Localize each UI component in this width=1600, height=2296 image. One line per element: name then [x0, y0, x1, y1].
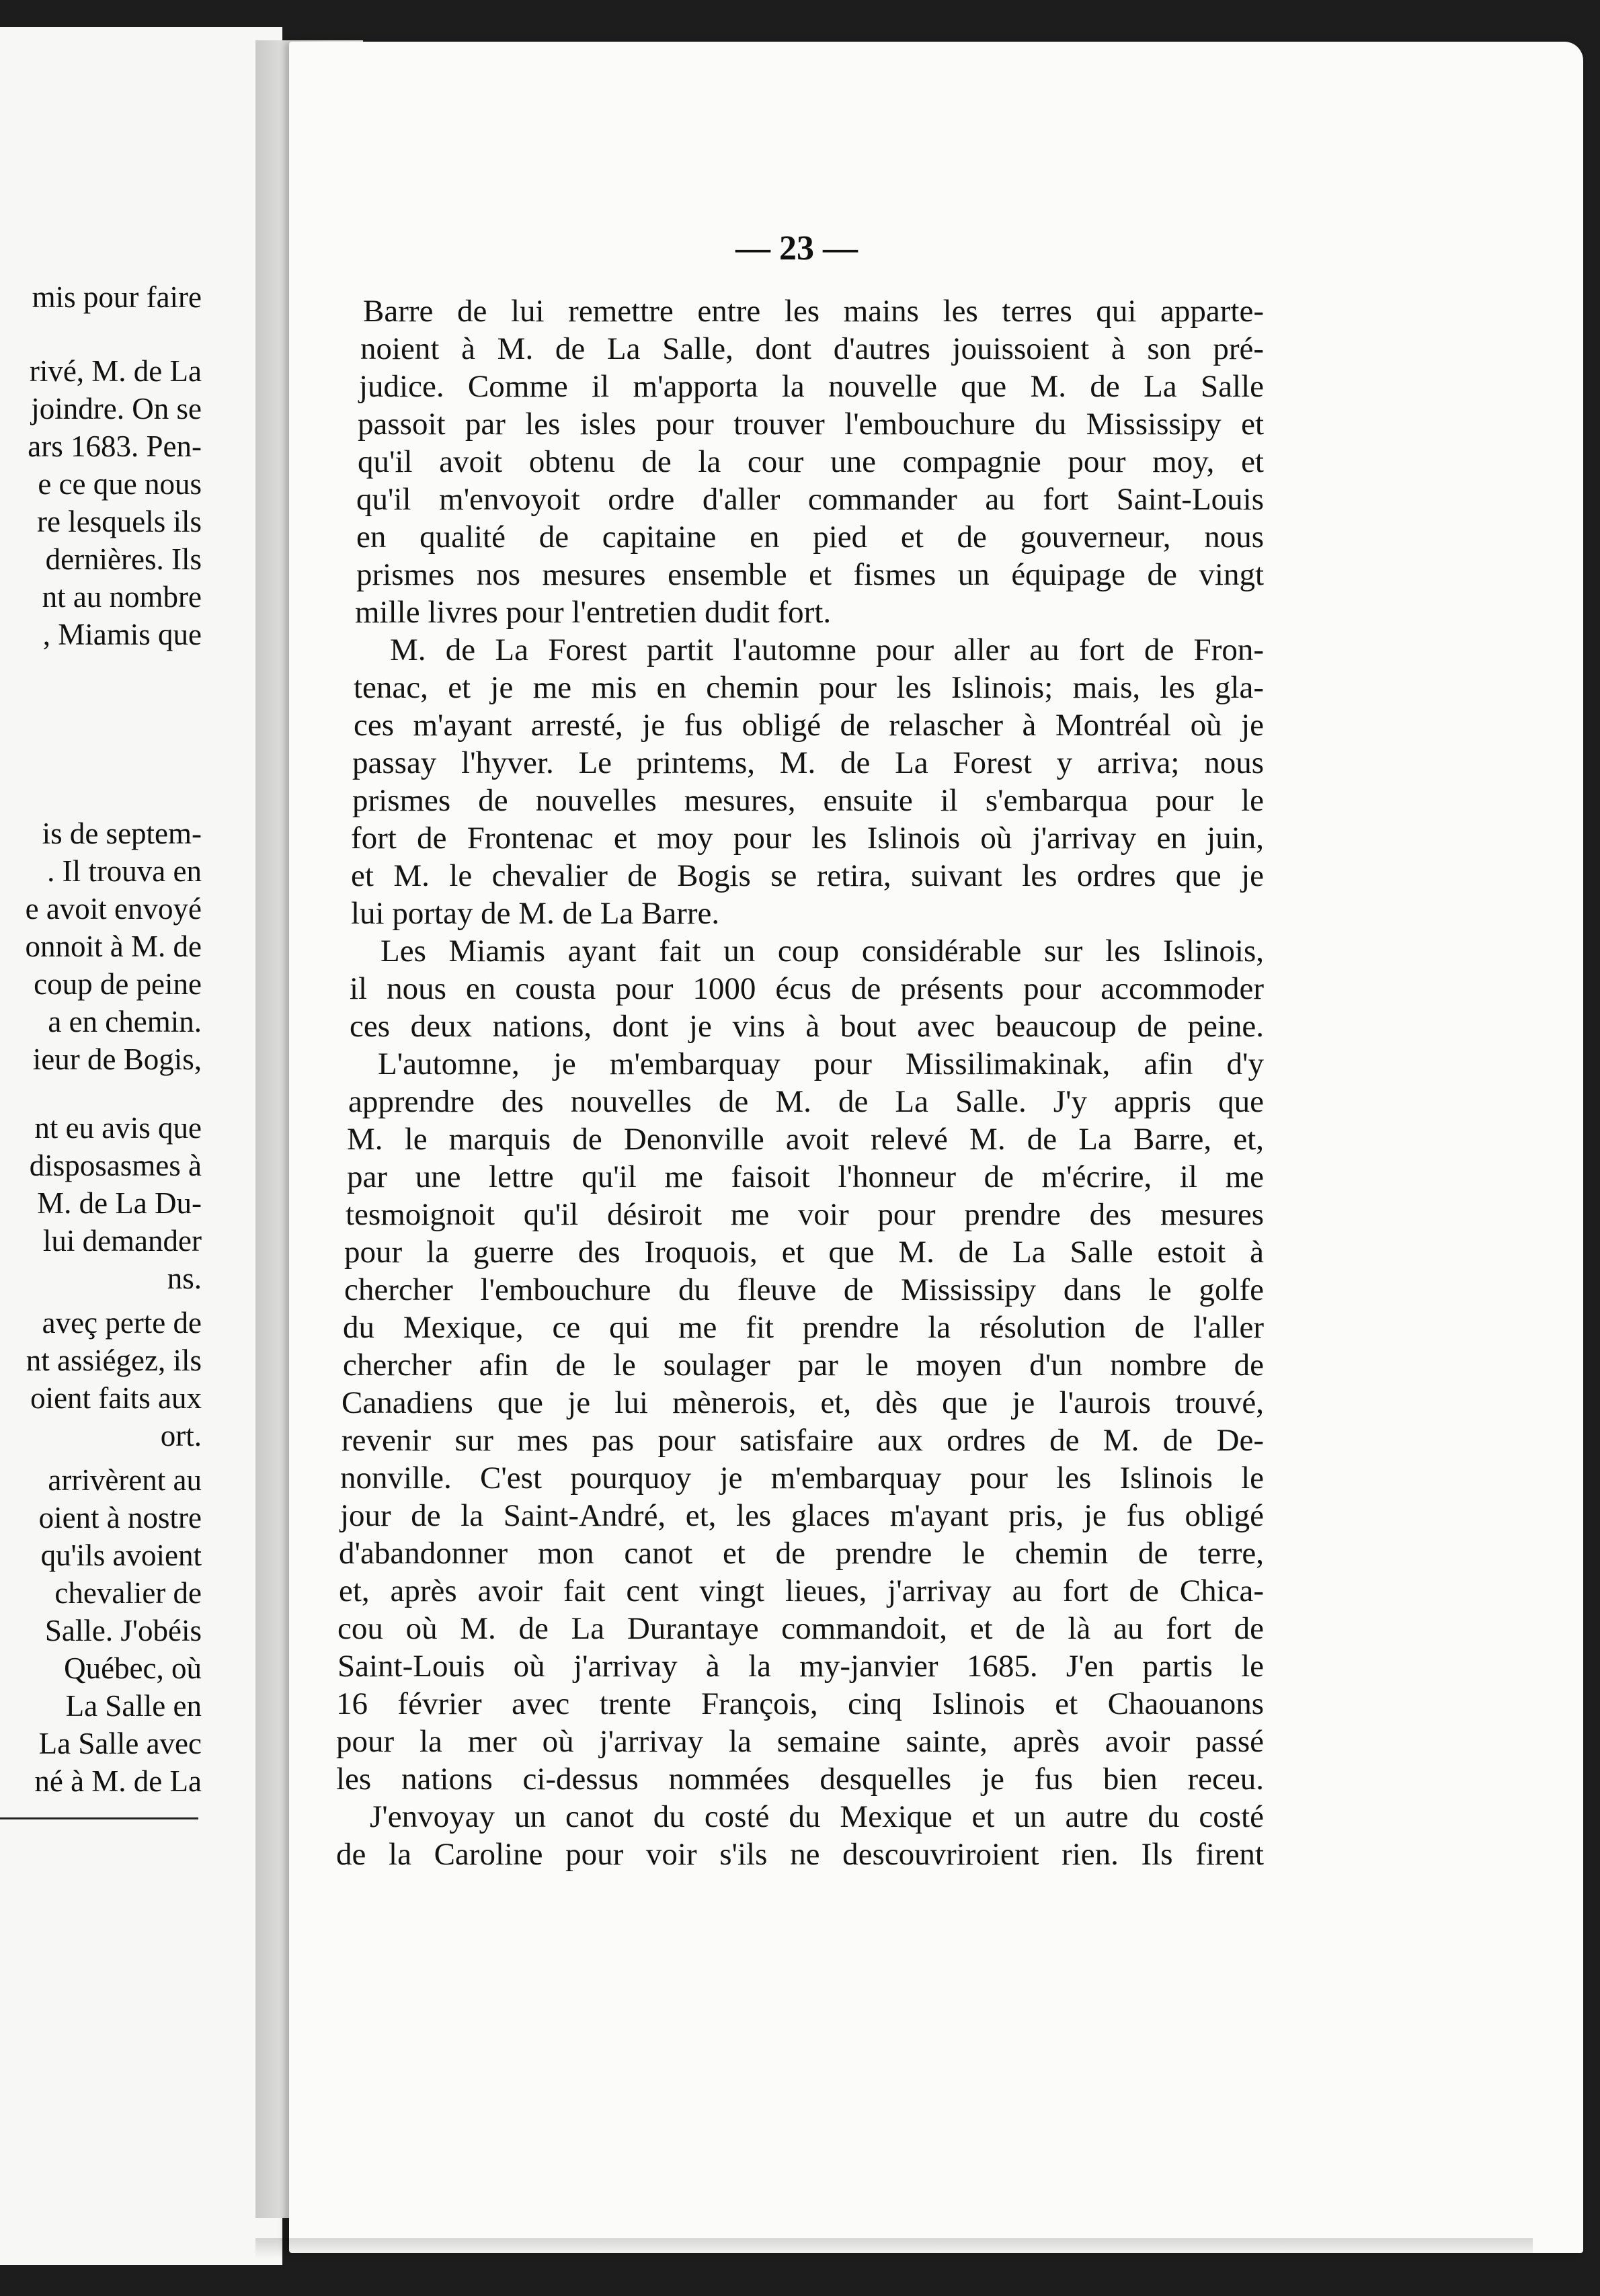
- left-line: oient faits aux: [30, 1381, 202, 1415]
- left-line: e avoit envoyé: [25, 892, 202, 926]
- left-line: nt eu avis que: [34, 1111, 202, 1145]
- text-line: judice. Comme il m'apporta la nouvelle que M. de La Salle: [359, 369, 1264, 404]
- left-line: is de septem-: [42, 817, 202, 850]
- text-line: il nous en cousta pour 1000 écus de présents pour accommoder: [350, 971, 1264, 1006]
- left-line: dernières. Ils: [45, 542, 202, 576]
- text-line: L'automne, je m'embarquay pour Missilimakinak, afin d'y: [378, 1047, 1264, 1081]
- text-line: qu'il avoit obtenu de la cour une compagnie pour moy, et: [358, 444, 1264, 479]
- footnote-rule: [0, 1817, 198, 1819]
- text-line: de la Caroline pour voir s'ils ne descouvriroient rien. Ils firent: [336, 1837, 1264, 1872]
- text-line: passoit par les isles pour trouver l'embouchure du Mississipy et: [358, 407, 1264, 442]
- text-line: les nations ci-dessus nommées desquelles je fus bien receu.: [336, 1762, 1264, 1797]
- text-line: pour la mer où j'arrivay la semaine sainte, après avoir passé: [336, 1724, 1264, 1759]
- left-line: mis pour faire: [32, 280, 202, 314]
- text-line: tesmoignoit qu'il désiroit me voir pour prendre des mesures: [346, 1197, 1264, 1232]
- text-line: cou où M. de La Durantaye commandoit, et de là au fort de: [337, 1611, 1264, 1646]
- text-line: du Mexique, ce qui me fit prendre la résolution de l'aller: [343, 1310, 1264, 1345]
- text-line: ces m'ayant arresté, je fus obligé de relascher à Montréal où je: [354, 708, 1264, 743]
- text-line: prismes nos mesures ensemble et fismes un équipage de vingt: [356, 557, 1264, 592]
- left-line: . Il trouva en: [47, 854, 202, 888]
- left-line: a en chemin.: [48, 1005, 202, 1038]
- text-line: nonville. C'est pourquoy je m'embarquay pour les Islinois le: [340, 1461, 1264, 1495]
- left-line: aveç perte de: [42, 1306, 202, 1340]
- text-line: mille livres pour l'entretien dudit fort.: [355, 595, 832, 630]
- left-line: Québec, où: [64, 1651, 202, 1685]
- text-line: apprendre des nouvelles de M. de La Salle. J'y appris que: [348, 1084, 1264, 1119]
- text-line: 16 février avec trente François, cinq Islinois et Chaouanons: [336, 1686, 1264, 1721]
- left-line: Salle. J'obéis: [44, 1614, 202, 1647]
- left-line: chevalier de: [54, 1576, 202, 1610]
- text-line: Les Miamis ayant fait un coup considérable sur les Islinois,: [381, 934, 1264, 969]
- page-bottom-shadow: [255, 2238, 1533, 2258]
- text-line: prismes de nouvelles mesures, ensuite il s'embarqua pour le: [352, 783, 1264, 818]
- text-line: par une lettre qu'il me faisoit l'honneur de m'écrire, il me: [347, 1159, 1264, 1194]
- text-line: M. de La Forest partit l'automne pour aller au fort de Fron-: [390, 632, 1264, 667]
- left-line: né à M. de La: [34, 1764, 202, 1798]
- left-line: ns.: [167, 1262, 202, 1295]
- text-line: revenir sur mes pas pour satisfaire aux ordres de M. de De-: [342, 1423, 1264, 1458]
- text-line: pour la guerre des Iroquois, et que M. de La Salle estoit à: [344, 1235, 1264, 1270]
- left-line: La Salle en: [65, 1689, 202, 1723]
- text-line: lui portay de M. de La Barre.: [351, 896, 720, 931]
- left-line: disposasmes à: [29, 1149, 202, 1182]
- text-line: noient à M. de La Salle, dont d'autres jouissoient à son pré-: [360, 331, 1264, 366]
- text-line: et M. le chevalier de Bogis se retira, suivant les ordres que je: [351, 858, 1264, 893]
- left-line: onnoit à M. de: [25, 930, 202, 963]
- page-number: — 23 —: [735, 229, 858, 268]
- text-line: et, après avoir fait cent vingt lieues, j'arrivay au fort de Chica-: [339, 1573, 1264, 1608]
- text-line: en qualité de capitaine en pied et de gouverneur, nous: [356, 520, 1264, 555]
- text-line: passay l'hyver. Le printems, M. de La Forest y arriva; nous: [352, 745, 1264, 780]
- text-line: chercher afin de le soulager par le moyen d'un nombre de: [343, 1348, 1264, 1383]
- text-line: tenac, et je me mis en chemin pour les Islinois; mais, les gla-: [354, 670, 1264, 705]
- text-line: qu'il m'envoyoit ordre d'aller commander au fort Saint-Louis: [356, 482, 1264, 517]
- left-line: nt assiégez, ils: [26, 1344, 202, 1377]
- text-line: fort de Frontenac et moy pour les Islinois où j'arrivay en juin,: [351, 821, 1264, 856]
- left-line: ort.: [160, 1419, 202, 1452]
- text-line: Barre de lui remettre entre les mains les terres qui apparte-: [363, 294, 1264, 329]
- left-line: lui demander: [42, 1224, 202, 1258]
- left-page: [0, 27, 282, 2265]
- left-line: , Miamis que: [42, 618, 202, 651]
- left-line: ars 1683. Pen-: [28, 429, 202, 463]
- left-line: nt au nombre: [42, 580, 202, 614]
- left-line: M. de La Du-: [37, 1186, 202, 1220]
- left-line: La Salle avec: [38, 1727, 202, 1760]
- text-line: jour de la Saint-André, et, les glaces m'ayant pris, je fus obligé: [340, 1498, 1264, 1533]
- left-line: coup de peine: [34, 967, 202, 1001]
- left-line: re lesquels ils: [37, 505, 202, 538]
- text-line: Canadiens que je lui mènerois, et, dès que je l'aurois trouvé,: [342, 1385, 1264, 1420]
- left-line: arrivèrent au: [48, 1463, 202, 1497]
- text-line: Saint-Louis où j'arrivay à la my-janvier 1685. J'en partis le: [337, 1649, 1264, 1684]
- left-line: oient à nostre: [38, 1501, 202, 1534]
- text-line: chercher l'embouchure du fleuve de Mississipy dans le golfe: [344, 1272, 1264, 1307]
- left-line: e ce que nous: [38, 467, 202, 501]
- text-line: d'abandonner mon canot et de prendre le chemin de terre,: [339, 1536, 1264, 1571]
- text-line: ces deux nations, dont je vins à bout avec beaucoup de peine.: [350, 1009, 1264, 1044]
- text-line: M. le marquis de Denonville avoit relevé M. de La Barre, et,: [347, 1122, 1264, 1157]
- text-line: J'envoyay un canot du costé du Mexique et un autre du costé: [370, 1799, 1264, 1834]
- left-line: rivé, M. de La: [29, 354, 202, 388]
- left-line: qu'ils avoient: [40, 1539, 202, 1572]
- left-line: ieur de Bogis,: [32, 1042, 202, 1076]
- left-line: joindre. On se: [31, 392, 202, 425]
